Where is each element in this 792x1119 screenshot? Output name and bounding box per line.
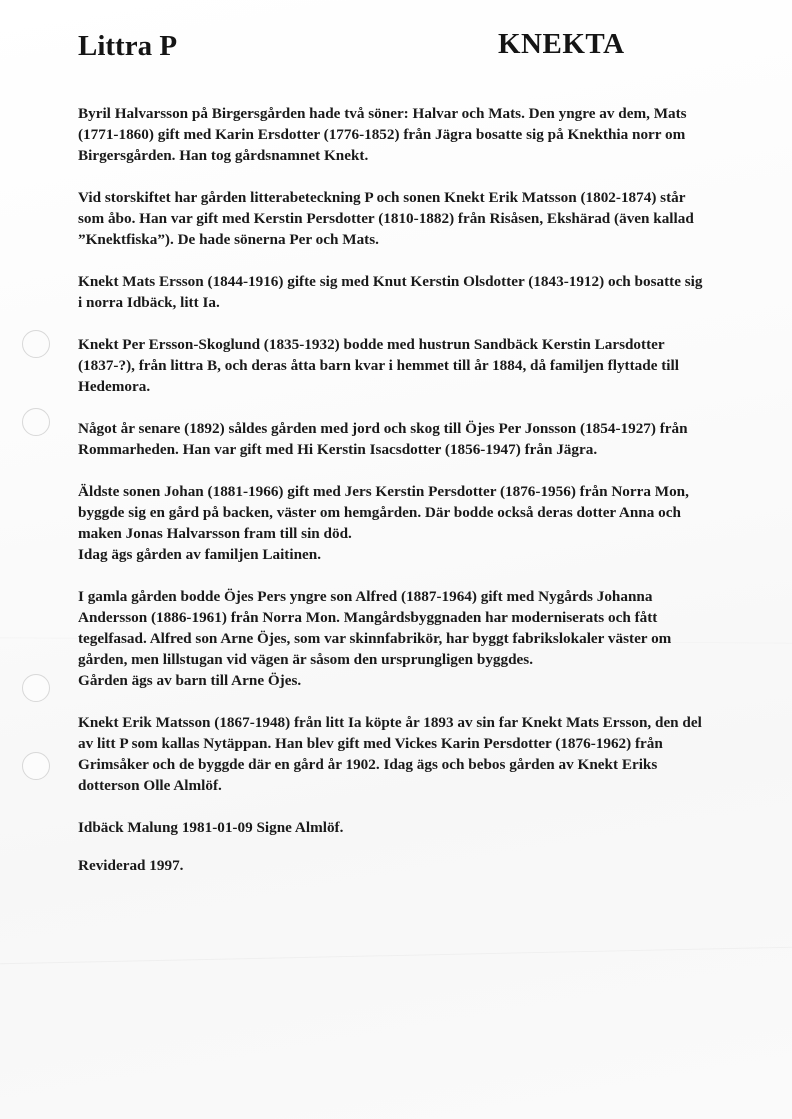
text-line: Byril Halvarsson på Birgersgården hade två söner: Halvar och Mats. Den yngre av dem, Mats	[78, 105, 687, 122]
text-line: Gården ägs av barn till Arne Öjes.	[78, 672, 302, 689]
text-line: dotterson Olle Almlöf.	[78, 777, 222, 794]
paragraph-5	[78, 418, 754, 460]
text-line: Vid storskiftet har gården litterabeteckning P och sonen Knekt Erik Matsson (1802-1874) står	[78, 189, 686, 206]
text-line: (1837-?), från littra B, och deras åtta barn kvar i hemmet till år 1884, då familjen flyttade till	[78, 357, 679, 374]
text-line: maken Jonas Halvarsson fram till sin död.	[78, 525, 352, 542]
punch-hole	[22, 408, 50, 436]
text-line: gården, men lillstugan vid vägen är såsom den ursprungligen byggdes.	[78, 651, 533, 668]
text-line: i norra Idbäck, litt Ia.	[78, 294, 220, 311]
paragraph-1	[78, 103, 754, 166]
punch-hole	[22, 330, 50, 358]
text-line: Knekt Per Ersson-Skoglund (1835-1932) bodde med hustrun Sandbäck Kerstin Larsdotter	[78, 336, 665, 353]
text-line: av litt P som kallas Nytäppan. Han blev gift med Vickes Karin Persdotter (1876-1962) från	[78, 735, 663, 752]
text-line: (1771-1860) gift med Karin Ersdotter (1776-1852) från Jägra bosatte sig på Knekthia norr om	[78, 126, 686, 143]
document-title-littra: Littra P	[78, 30, 178, 62]
text-line: I gamla gården bodde Öjes Pers yngre son Alfred (1887-1964) gift med Nygårds Johanna	[78, 588, 653, 605]
paragraph-7	[78, 586, 754, 691]
paragraph-4	[78, 334, 754, 397]
paragraph-6	[78, 481, 754, 565]
document-title-farm-name: KNEKTA	[498, 28, 625, 60]
text-line: tegelfasad. Alfred son Arne Öjes, som var skinnfabrikör, har byggt fabrikslokaler väster om	[78, 630, 672, 647]
paragraph-8	[78, 712, 754, 796]
text-line: Äldste sonen Johan (1881-1966) gift med Jers Kerstin Persdotter (1876-1956) från Norra Mon,	[78, 483, 689, 500]
text-line: Något år senare (1892) såldes gården med jord och skog till Öjes Per Jonsson (1854-1927) från	[78, 420, 688, 437]
text-line: byggde sig en gård på backen, väster om hemgården. Där bodde också deras dotter Anna och	[78, 504, 681, 521]
text-line: Birgersgården. Han tog gårdsnamnet Knekt.	[78, 147, 369, 164]
punch-hole	[22, 674, 50, 702]
punch-hole	[22, 752, 50, 780]
paper-fold-line	[0, 947, 792, 965]
text-line: som åbo. Han var gift med Kerstin Persdotter (1810-1882) från Risåsen, Ekshärad (även kallad	[78, 210, 694, 227]
paragraph-3	[78, 271, 754, 313]
paragraph-2	[78, 187, 754, 250]
text-line: Hedemora.	[78, 378, 151, 395]
document-body	[78, 103, 754, 897]
text-line: Rommarheden. Han var gift med Hi Kerstin Isacsdotter (1856-1947) från Jägra.	[78, 441, 598, 458]
signature-line: Idbäck Malung 1981-01-09 Signe Almlöf.	[78, 819, 344, 836]
text-line: Andersson (1886-1961) från Norra Mon. Mangårdsbyggnaden har moderniserats och fått	[78, 609, 658, 626]
text-line: Idag ägs gården av familjen Laitinen.	[78, 546, 322, 563]
text-line: Knekt Mats Ersson (1844-1916) gifte sig med Knut Kerstin Olsdotter (1843-1912) och bosatte sig	[78, 273, 703, 290]
text-line: Knekt Erik Matsson (1867-1948) från litt Ia köpte år 1893 av sin far Knekt Mats Ersson, den del	[78, 714, 702, 731]
text-line: Grimsåker och de byggde där en gård år 1902. Idag ägs och bebos gården av Knekt Eriks	[78, 756, 658, 773]
revision-note: Reviderad 1997.	[78, 857, 184, 874]
text-line: ”Knektfiska”). De hade sönerna Per och Mats.	[78, 231, 379, 248]
